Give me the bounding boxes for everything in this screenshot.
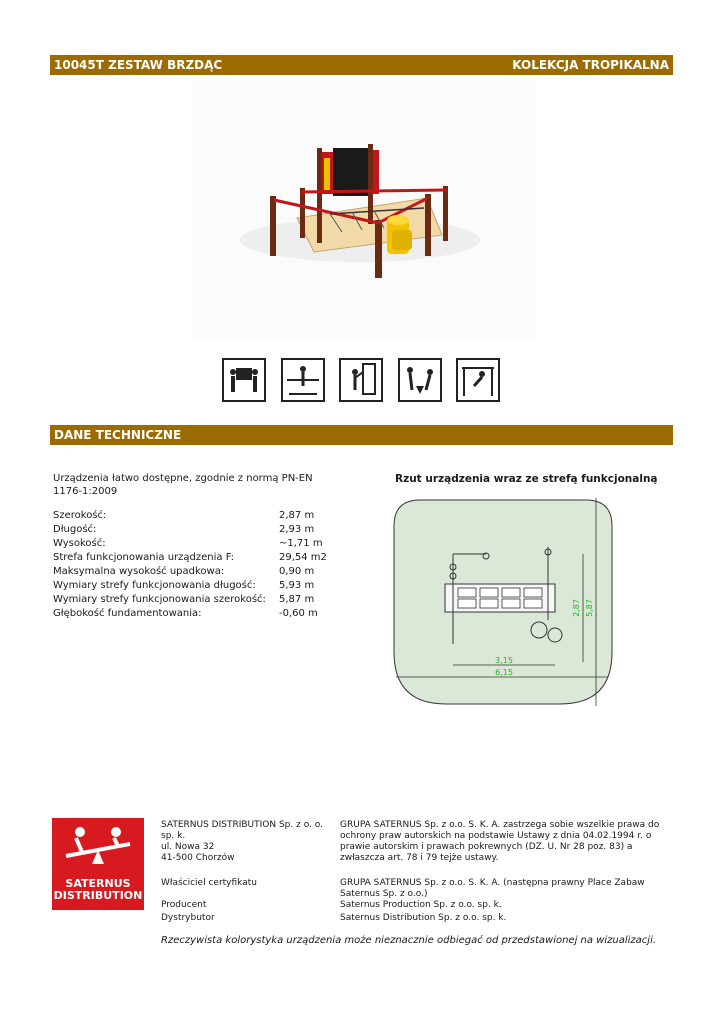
spec-row (53, 579, 353, 593)
spec-label: Wysokość: (53, 538, 106, 549)
logo-line-1: SATERNUS (65, 877, 131, 890)
spec-value: -0,60 m (279, 608, 318, 619)
dim-outer-horizontal: 6,15 (495, 668, 513, 677)
copyright-note: GRUPA SATERNUS Sp. z o.o. S. K. A. zastrzega sobie wszelkie prawa do ochrony praw autorskich na podstawie Ustawy z dnia 04.02.1994 r. o prawie autorskim i prawach pokrewnych (DZ. U. Nr 28 poz. 83) a zwłaszcza art. 78 i 79 tejże ustawy. (340, 820, 660, 863)
spec-row (53, 537, 353, 551)
section-bar (50, 425, 673, 445)
spec-row (53, 509, 353, 523)
logo-wordmark (52, 878, 144, 902)
producer-value: Saternus Production Sp. z o.o. sp. k. (340, 900, 502, 910)
spec-label: Wymiary strefy funkcjonowania długość: (53, 580, 256, 591)
section-title: DANE TECHNICZNE (54, 428, 182, 442)
distributor-label: Dystrybutor (161, 913, 215, 923)
spec-label: Głębokość fundamentowania: (53, 608, 202, 619)
cooperation-icon (398, 358, 442, 402)
product-render (192, 80, 536, 338)
spec-row (53, 551, 353, 565)
balance-icon (281, 358, 325, 402)
dim-inner-horizontal: 3,15 (495, 656, 513, 665)
spec-label: Strefa funkcjonowania urządzenia F: (53, 552, 235, 563)
spec-row (53, 593, 353, 607)
social-play-icon (222, 358, 266, 402)
spec-value: 0,90 m (279, 566, 315, 577)
dim-inner-vertical: 2,87 (572, 599, 581, 617)
spec-table (53, 509, 353, 621)
spec-label: Maksymalna wysokość upadkowa: (53, 566, 225, 577)
climbing-icon (339, 358, 383, 402)
owner-value: GRUPA SATERNUS Sp. z o.o. S. K. A. (następna prawny Place Zabaw Saternus Sp. z o.o.) (340, 878, 645, 899)
collection-title: KOLEKCJA TROPIKALNA (512, 58, 669, 72)
company-name: SATERNUS DISTRIBUTION Sp. z o. o. sp. k. (161, 820, 323, 841)
color-disclaimer: Rzeczywista kolorystyka urządzenia może nieznacznie odbiegać od przedstawionej na wizualizacji. (161, 935, 657, 946)
spec-value: 29,54 m2 (279, 552, 327, 563)
plan-title: Rzut urządzenia wraz ze strefą funkcjonalną (395, 473, 658, 485)
spec-row (53, 607, 353, 621)
owner-label: Właściciel certyfikatu (161, 878, 257, 888)
distributor-value: Saternus Distribution Sp. z o.o. sp. k. (340, 913, 507, 923)
spec-value: 2,87 m (279, 510, 315, 521)
spec-value: 5,93 m (279, 580, 315, 591)
product-title: 10045T ZESTAW BRZDĄC (54, 58, 223, 72)
standard-note: Urządzenia łatwo dostępne, zgodnie z normą PN-EN 1176-1:2009 (53, 473, 313, 497)
title-bar (50, 55, 673, 75)
company-city: 41-500 Chorzów (161, 853, 235, 863)
company-address (161, 820, 337, 864)
spec-label: Długość: (53, 524, 97, 535)
logo-line-2: DISTRIBUTION (53, 889, 143, 902)
spec-label: Szerokość: (53, 510, 107, 521)
site-plan (390, 492, 614, 720)
spec-value: 2,93 m (279, 524, 315, 535)
spec-value: ~1,71 m (279, 538, 323, 549)
producer-label: Producent (161, 900, 207, 910)
spec-row (53, 565, 353, 579)
spec-value: 5,87 m (279, 594, 315, 605)
dim-outer-vertical: 5,87 (585, 599, 594, 617)
swinging-icon (456, 358, 500, 402)
spec-label: Wymiary strefy funkcjonowania szerokość: (53, 594, 266, 605)
company-street: ul. Nowa 32 (161, 842, 215, 852)
spec-row (53, 523, 353, 537)
